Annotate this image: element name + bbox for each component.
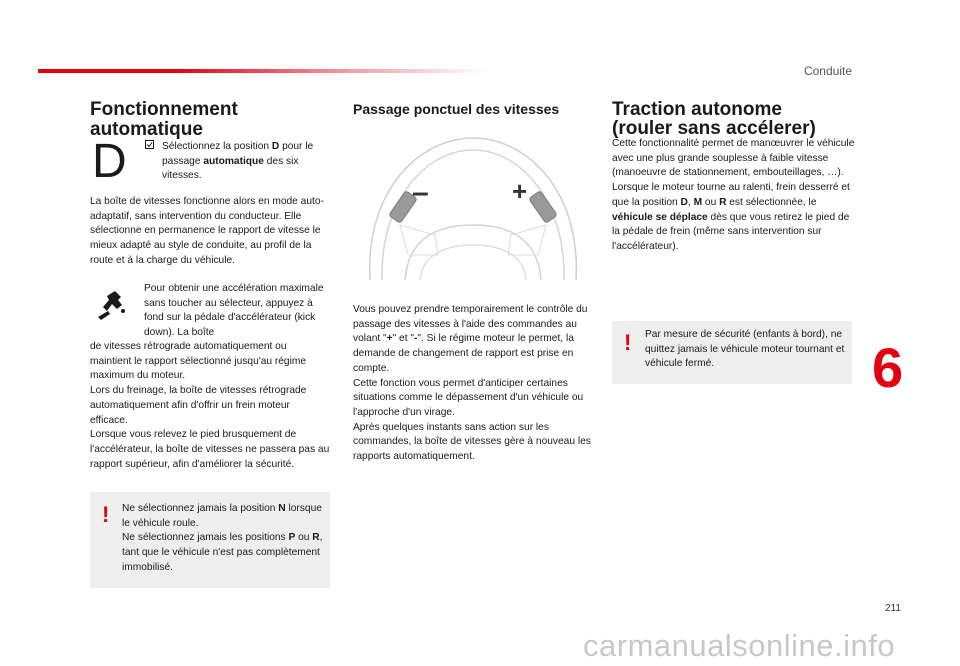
- paragraph-freinage: Lors du freinage, la boîte de vitesses rétrograde automatiquement afin d'offrir un frein moteur efficace.: [90, 385, 307, 426]
- paragraph-pied-leve: Lorsque vous relevez le pied brusquement de l'accélérateur, la boîte de vitesses ne passera pas au rapport supérieur, afin d'améliorer la sécurité.: [90, 429, 330, 470]
- instr-bold-auto: automatique: [203, 155, 264, 167]
- warning-text: Par mesure de sécurité (enfants à bord), ne quittez jamais le véhicule moteur tournant et véhicule fermé.: [645, 329, 845, 370]
- paragraph-passage: Vous pouvez prendre temporairement le contrôle du passage des vitesses à l'aide des commandes au volant "+" et "-". Si le régime moteur le permet, la demande de changement de rapport est prise en compte. Cette fonction vous permet d'anticiper certaines situations comme le dépassement d'un véhicule ou l'approche d'un virage. Après quelques instants sans action sur les commandes, la boîte de vitesses gère à nouveau les rapports automatiquement.: [353, 303, 593, 465]
- paragraph-ralenti: Lorsque le moteur tourne au ralenti, frein desserré et que la position D, M ou R est sélectionnée, le véhicule se déplace dès que vous retirez le pied de la pédale de frein (même sans intervention sur l'accélérateur).: [612, 182, 850, 252]
- paragraph-regime: de vitesses rétrograde automatiquement ou maintient le rapport sélectionné jusqu'au régime maximum du moteur.: [90, 341, 307, 382]
- paddle-plus-label: +: [512, 176, 528, 206]
- instr-text: des six vitesses.: [162, 155, 299, 182]
- warning-box-securite: [612, 321, 852, 384]
- page-number: 211: [885, 603, 901, 614]
- instr-bold-d: D: [271, 141, 280, 152]
- warning-box-positions: [90, 492, 330, 588]
- paragraph-retrograde: [90, 340, 330, 472]
- warning-text: Ne sélectionnez jamais la position N lorsque le véhicule roule. Ne sélectionnez jamais les positions P ou R, tant que le véhicule n'est pas complètement immobilisé.: [122, 503, 323, 573]
- chapter-number: 6: [872, 336, 904, 399]
- title-passage-ponctuel: Passage ponctuel des vitesses: [353, 101, 560, 117]
- instr-text: Sélectionnez la position: [162, 141, 272, 152]
- instruction-select-d: [145, 140, 335, 184]
- paragraph-traction: [612, 137, 857, 255]
- big-letter-d: D: [92, 135, 127, 188]
- foot-pedal-icon: [95, 289, 129, 321]
- paragraph-mode-auto: La boîte de vitesses fonctionne alors en mode auto-adaptatif, sans intervention du conducteur. Elle sélectionne en permanence le rapport de vitesse le mieux adapté au style de conduite, au profil de la route et à la charge du véhicule.: [90, 196, 324, 266]
- title-fonctionnement: Fonctionnement automatique: [90, 99, 238, 140]
- paragraph-anticiper: Cette fonction vous permet d'anticiper certaines situations comme le dépassement d'un véhicule ou l'approche d'un virage.: [353, 377, 584, 418]
- header-accent-bar: [38, 69, 488, 73]
- title-traction-autonome: Traction autonome (rouler sans accélerer): [612, 99, 816, 139]
- warning-icon: !: [624, 330, 632, 355]
- paragraph-souplesse: Cette fonctionnalité permet de manœuvrer le véhicule avec une plus grande souplesse à faible vitesse (manoeuvre de stationnement, embouteillages, …).: [612, 138, 855, 179]
- paragraph-retour-auto: Après quelques instants sans action sur les commandes, la boîte de vitesses gère à nouveau les rapports automatiquement.: [353, 421, 591, 463]
- paragraph-kick-down: Pour obtenir une accélération maximale sans toucher au sélecteur, appuyez à fond sur la pédale d'accélérateur (kick down). La boîte: [144, 283, 324, 339]
- instr-text: pour le passage: [162, 141, 314, 167]
- watermark-text: carmanualsonline.info: [583, 628, 896, 663]
- paddle-minus-label: –: [412, 176, 429, 209]
- section-title: Conduite: [803, 64, 852, 78]
- warning-icon: !: [102, 502, 110, 527]
- steering-wheel-paddles-illustration: [360, 130, 586, 295]
- checkbox-bullet-icon: [145, 140, 154, 155]
